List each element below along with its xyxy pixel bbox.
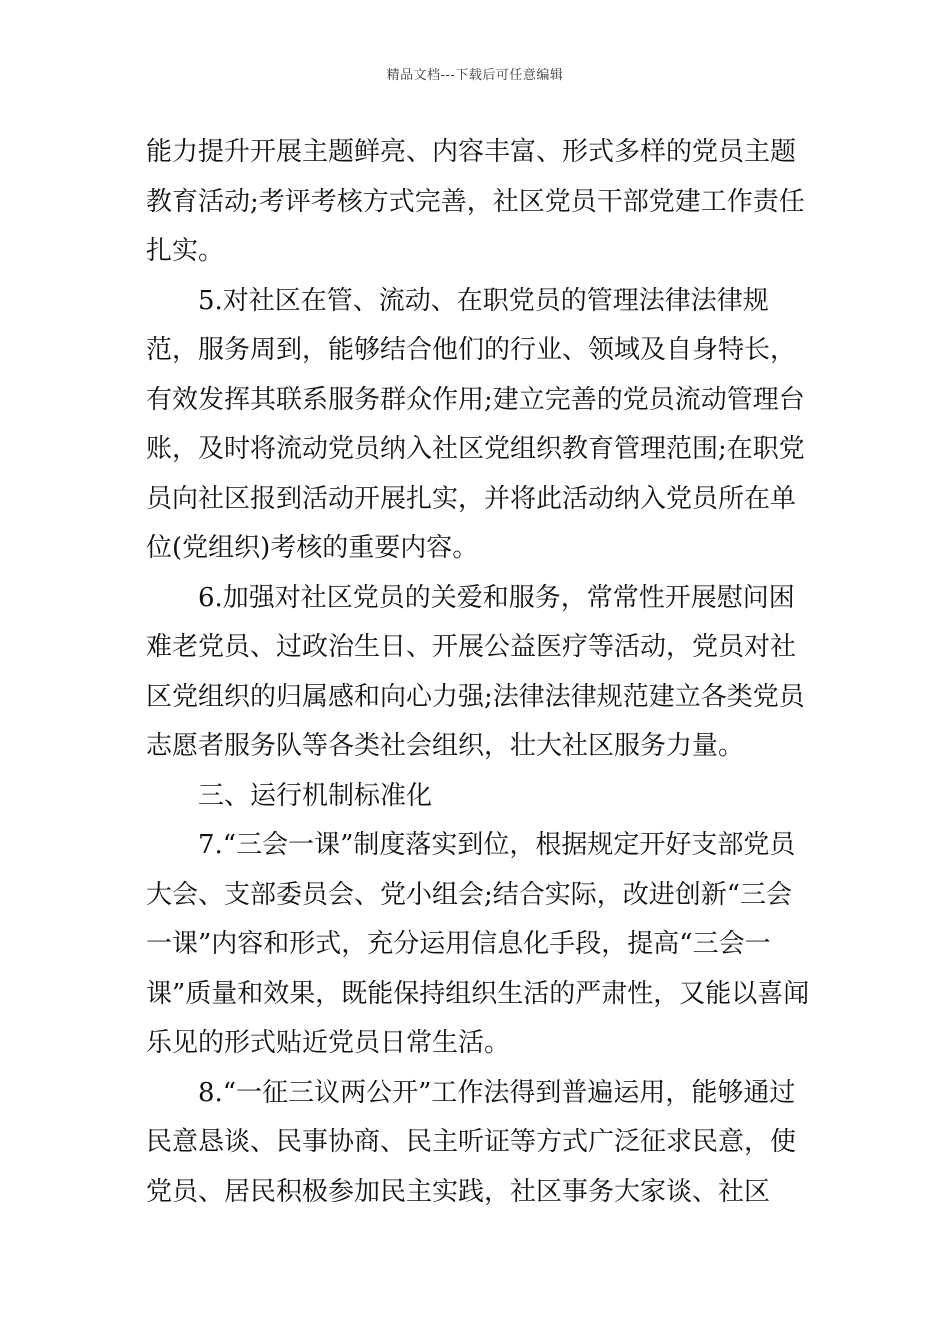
paragraph-5: 8.“一征三议两公开”工作法得到普遍运用，能够通过民意恳谈、民事协商、民主听证等方式广泛征求民意，使党员、居民积极参加民主实践，社区事务大家谈、社区 — [146, 1077, 797, 1207]
document-body — [146, 128, 818, 1217]
paragraph-1: 能力提升开展主题鲜亮、内容丰富、形式多样的党员主题教育活动;考评考核方式完善，社区党员干部党建工作责任扎实。 — [146, 137, 805, 266]
section-heading: 三、运行机制标准化 — [198, 780, 433, 811]
paragraph-4: 7.“三会一课”制度落实到位，根据规定开好支部党员大会、支部委员会、党小组会;结合实际，改进创新“三会一课”内容和形式，充分运用信息化手段，提高“三会一课”质量和效果，既能保持组织生活的严肃性，又能以喜闻乐见的形式贴近党员日常生活。 — [146, 830, 810, 1058]
paragraph-3: 6.加强对社区党员的关爱和服务，常常性开展慰问困难老党员、过政治生日、开展公益医疗等活动，党员对社区党组织的归属感和向心力强;法律法律规范建立各类党员志愿者服务队等各类社会组织，壮大社区服务力量。 — [146, 582, 805, 761]
page-header: 精品文档---下载后可任意编辑 — [386, 68, 564, 83]
paragraph-2: 5.对社区在管、流动、在职党员的管理法律法律规范，服务周到，能够结合他们的行业、领域及自身特长，有效发挥其联系服务群众作用;建立完善的党员流动管理台账，及时将流动党员纳入社区党组织教育管理范围;在职党员向社区报到活动开展扎实，并将此活动纳入党员所在单位(党组织)考核的重要内容。 — [146, 285, 805, 563]
